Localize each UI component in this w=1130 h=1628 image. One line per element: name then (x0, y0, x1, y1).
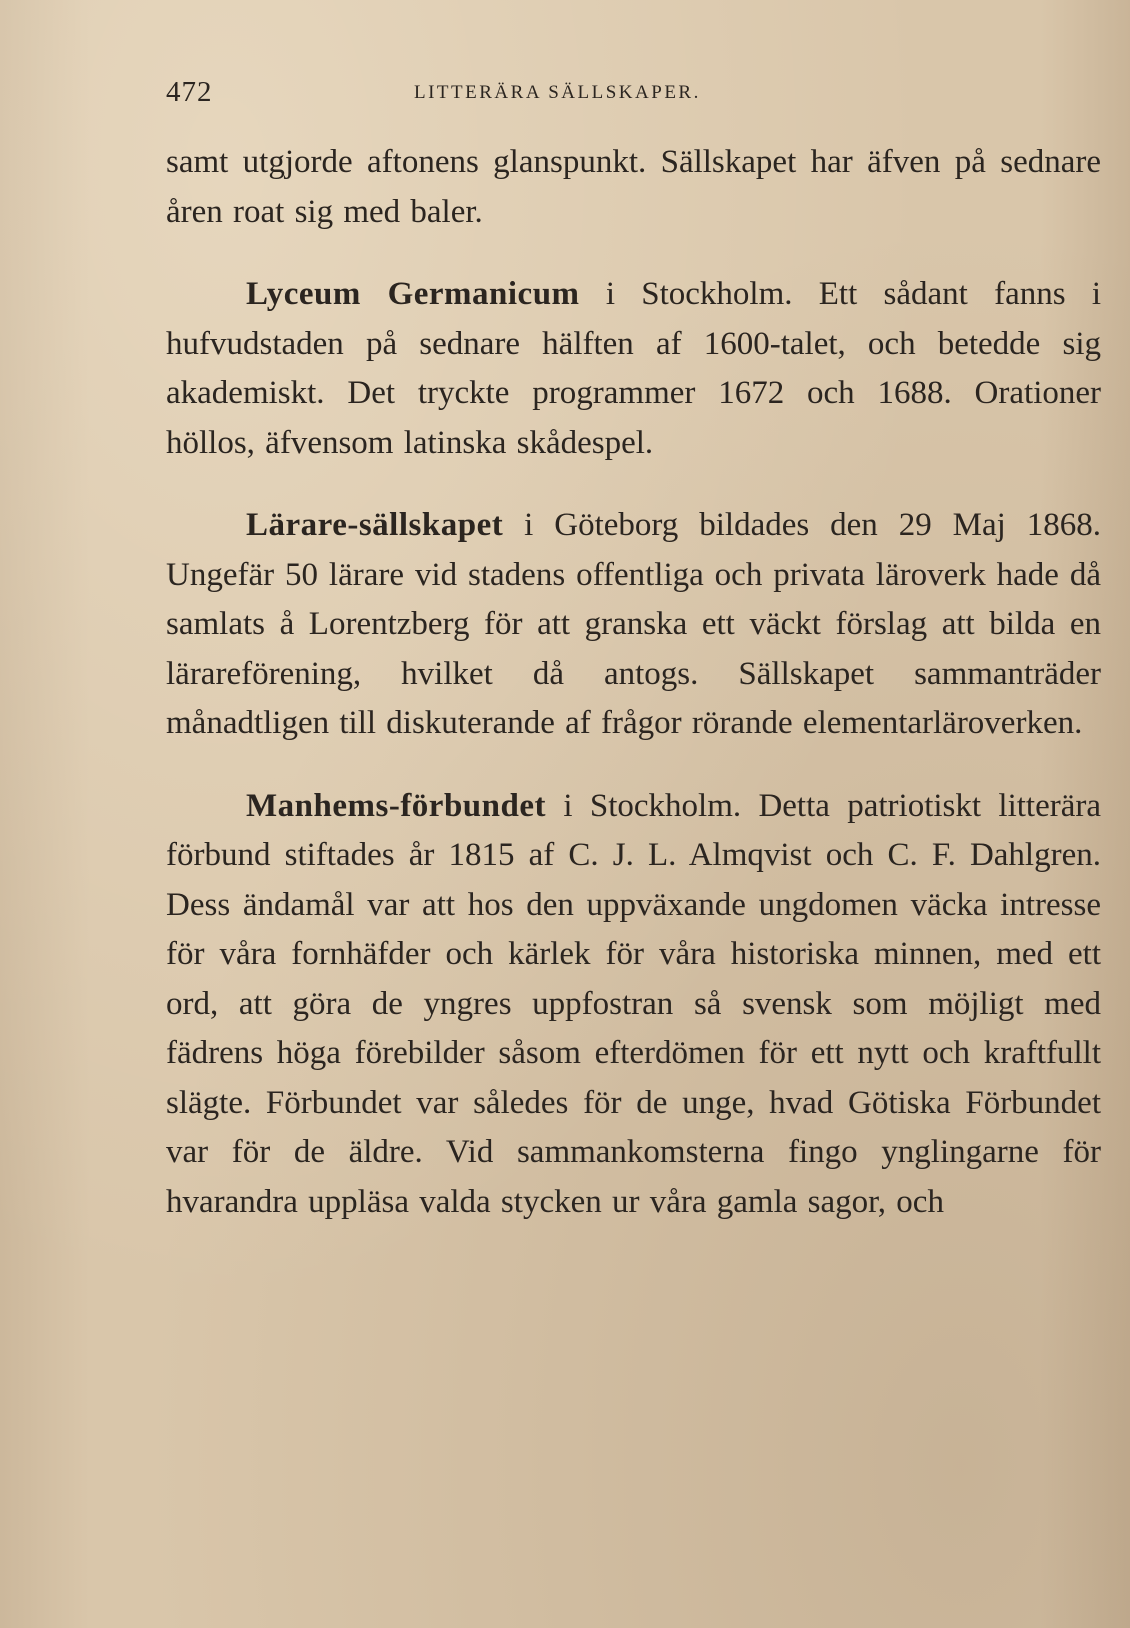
running-head (166, 70, 1101, 112)
paragraph-lyceum-germanicum (166, 270, 1101, 468)
paragraph-continuation (166, 138, 1101, 237)
entry-heading: Manhems-förbundet (246, 787, 547, 824)
entry-heading: Lärare-sällskapet (246, 507, 504, 543)
paragraph-text: samt utgjorde aftonens glanspunkt. Sällskapet har äfven på sednare åren roat sig med baler. (166, 144, 1101, 230)
entry-heading: Lyceum Germanicum (246, 276, 580, 312)
book-page (166, 70, 1101, 1227)
paragraph-manhems-forbundet (166, 782, 1101, 1228)
paragraph-text: i Göteborg bildades den 29 Maj 1868. Ungefär 50 lärare vid stadens offentliga och privata läroverk hade då samlats å Lorentzberg för att granska ett väckt förslag att bilda en lärareförening, hvilket då antogs. Sällskapet sammanträder månadtligen till diskuterande af frågor rörande elementarläroverken. (166, 507, 1101, 741)
paragraph-text: i Stockholm. Detta patriotiskt litterära förbund stiftades år 1815 af C. J. L. Almqvist och C. F. Dahlgren. Dess ändamål var att hos den uppväxande ungdomen väcka intresse för våra fornhäfder och kärlek för våra historiska minnen, med ett ord, att göra de yngres uppfostran så svensk som möjligt med fädrens höga förebilder såsom efterdömen för ett nytt och kraftfullt slägte. Förbundet var således för de unge, hvad Götiska Förbundet var för de äldre. Vid sammankomsterna fingo ynglingarne för hvarandra uppläsa valda stycken ur våra gamla sagor, och (166, 787, 1101, 1220)
page-number: 472 (166, 76, 213, 108)
paragraph-larare-sallskapet (166, 501, 1101, 749)
paragraph-text: i Stockholm. Ett sådant fanns i hufvudstaden på sednare hälften af 1600-talet, och betedde sig akademiskt. Det tryckte programmer 1672 och 1688. Orationer höllos, äfvensom latinska skådespel. (166, 276, 1101, 461)
running-title: LITTERÄRA SÄLLSKAPER. (414, 82, 701, 103)
